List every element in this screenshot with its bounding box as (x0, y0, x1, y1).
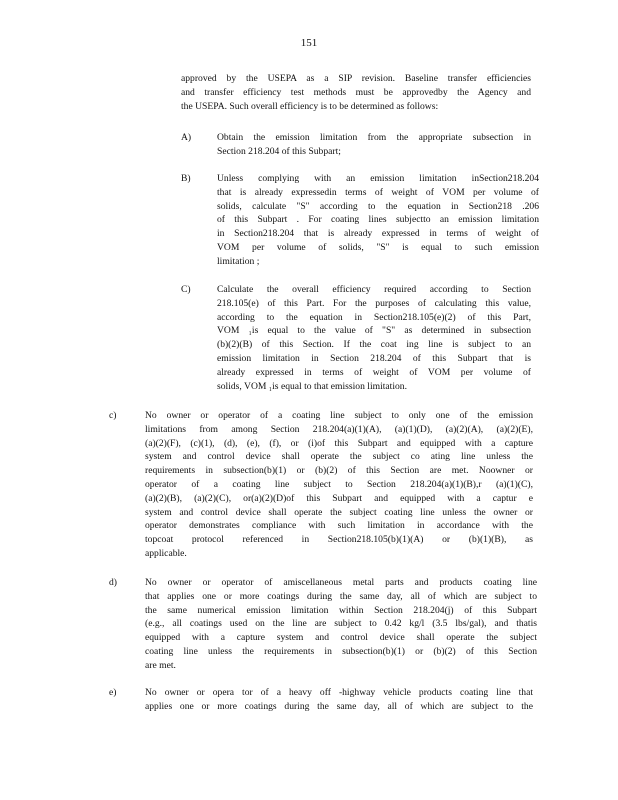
text-line: in Section218.204 that is already expressed in terms of weight of (217, 228, 539, 240)
text-line: limitations from among Section 218.204(a)(1)(A), (a)(1)(D), (a)(2)(A), (a)(2)(E), (145, 423, 533, 435)
section-e-text (145, 686, 533, 714)
text-line: system and control device shall operate the subject co ating line unless the (145, 451, 533, 463)
text-line: system and control device shall operate the subject coating line unless the owner or (145, 506, 533, 518)
text-line: equipped with a capture system and control device shall operate the subject (145, 632, 537, 644)
text-line: No owner or operator of amiscellaneous metal parts and products coating line (145, 577, 537, 588)
text-line: that is already expressedin terms of weight of VOM per volume of (217, 186, 539, 198)
item-label-b: B) (181, 173, 191, 184)
text-line: approved by the USEPA as a SIP revision. Baseline transfer efficiencies (181, 73, 531, 84)
intro-paragraph (181, 72, 531, 113)
text-line: VOM per volume of solids, "S" is equal to such emission (217, 241, 539, 253)
text-line: operator demonstrates compliance with such limitation in accordance with the (145, 520, 533, 532)
section-d-text (145, 576, 537, 673)
item-a-text (217, 131, 531, 159)
text-line: Unless complying with an emission limitation inSection218.204 (217, 173, 539, 184)
item-c-text (217, 283, 531, 393)
text-line: according to the equation in Section218.105(e)(2) of this Part, (217, 311, 531, 323)
text-line: and transfer efficiency test methods must be approvedby the Agency and (181, 86, 531, 98)
text-line: are met. (145, 659, 176, 671)
text-line: (e.g., all coatings used on the line are subject to 0.42 kg/l (3.5 lbs/gal), and thatis (145, 618, 537, 630)
text-line: coating line unless the requirements in subsection(b)(1) or (b)(2) of this Section (145, 645, 537, 657)
section-label-c: c) (109, 410, 117, 421)
text-line: solids, calculate "S" according to the equation in Section218 .206 (217, 200, 539, 212)
text-line: the same numerical emission limitation within Section 218.204(j) of this Subpart (145, 604, 537, 616)
text-line: Section 218.204 of this Subpart; (217, 145, 341, 157)
section-label-d: d) (109, 577, 117, 588)
text-line: requirements in subsection(b)(1) or (b)(2) of this Section are met. Noowner or (145, 465, 533, 477)
section-label-e: e) (109, 687, 117, 698)
text-line: (b)(2)(B) of this Section. If the coat ing line is subject to an (217, 339, 531, 351)
text-line: applicable. (145, 547, 187, 559)
text-line: the USEPA. Such overall efficiency is to be determined as follows: (181, 100, 439, 112)
item-label-c: C) (181, 284, 191, 295)
text-line: No owner or opera tor of a heavy off -highway vehicle products coating line that (145, 687, 533, 698)
text-line: No owner or operator of a coating line subject to only one of the emission (145, 410, 533, 421)
text-line: limitation ; (217, 255, 260, 267)
text-line: Obtain the emission limitation from the appropriate subsection in (217, 132, 531, 143)
text-line: solids, VOM ₁is equal to that emission limitation. (217, 380, 407, 392)
section-c-text (145, 409, 533, 561)
item-b-text (217, 172, 539, 269)
text-line: that applies one or more coatings during the same day, all of which are subject to (145, 590, 537, 602)
item-label-a: A) (181, 132, 192, 143)
text-line: Calculate the overall efficiency required according to Section (217, 284, 531, 295)
text-line: applies one or more coatings during the same day, all of which are subject to the (145, 700, 533, 712)
text-line: emission limitation in Section 218.204 of this Subpart that is (217, 352, 531, 364)
text-line: (a)(2)(B), (a)(2)(C), or(a)(2)(D)of this Subpart and equipped with a captur e (145, 492, 533, 504)
text-line: already expressed in terms of weight of VOM per volume of (217, 366, 531, 378)
text-line: 218.105(e) of this Part. For the purposes of calculating this value, (217, 297, 531, 309)
text-line: topcoat protocol referenced in Section218.105(b)(1)(A) or (b)(1)(B), as (145, 534, 533, 546)
text-line: VOM ₁is equal to the value of "S" as determined in subsection (217, 325, 531, 337)
page-number: 151 (300, 37, 318, 49)
text-line: operator of a coating line subject to Section 218.204(a)(1)(B),r (a)(1)(C), (145, 478, 533, 490)
text-line: (a)(2)(F), (c)(1), (d), (e), (f), or (i)of this Subpart and equipped with a capture (145, 437, 533, 449)
text-line: of this Subpart . For coating lines subjectto an emission limitation (217, 214, 539, 226)
